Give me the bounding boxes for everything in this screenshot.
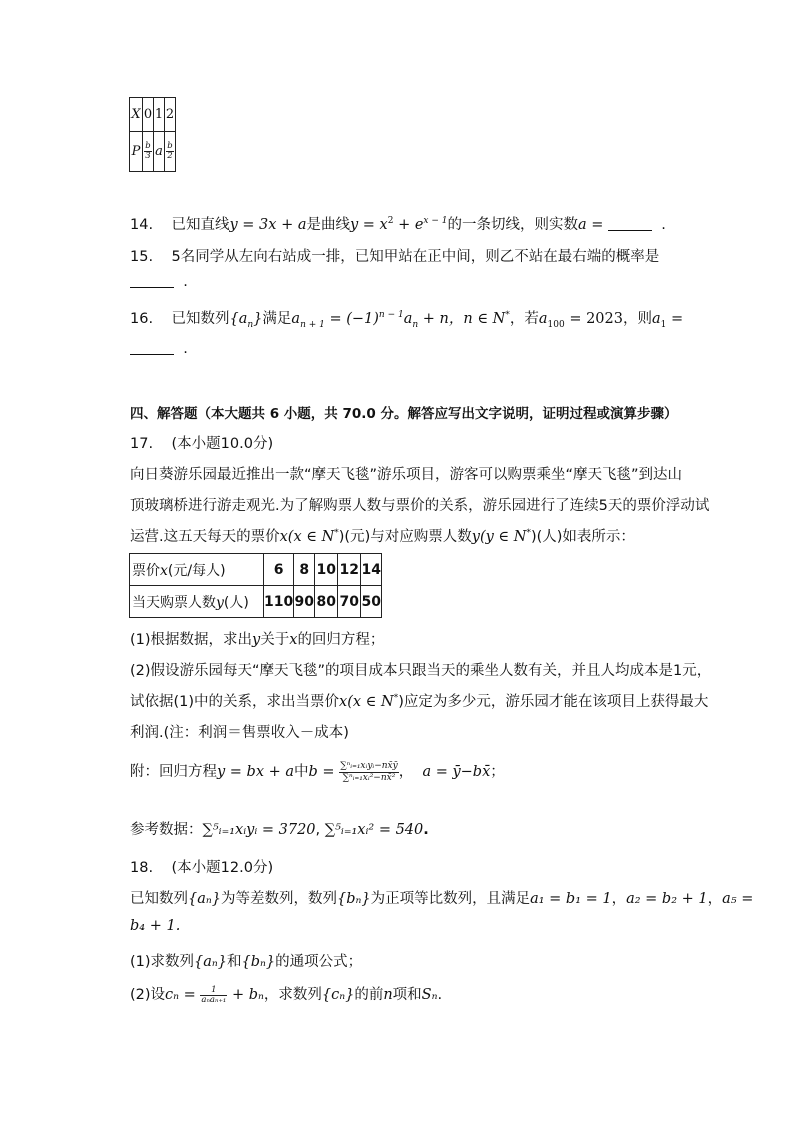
q17-para-3 bbox=[130, 525, 635, 546]
q18-part-2: (2)设cₙ = $\frac{1}{\text{aₙaₙ₊₁}}$ + bₙ，求数列{cₙ}的前n项和Sₙ. bbox=[130, 984, 443, 1005]
q17-part-1: (1)根据数据，求出y关于x的回归方程； bbox=[130, 632, 385, 648]
q15-text: 5名同学从左向右站成一排，已知甲站在正中间，则乙不站在最右端的概率是 bbox=[171, 249, 660, 265]
dist-cell-2: $\frac{b}{2}$ bbox=[165, 132, 176, 172]
q16-rec-c: + n， bbox=[418, 311, 464, 327]
q16-seq-sub: n bbox=[247, 319, 254, 330]
q16-domain: n ∈ N bbox=[463, 311, 506, 327]
ticket-price-table bbox=[129, 553, 382, 618]
q14-curve-eq: y = x bbox=[349, 217, 388, 233]
q15-number: 15. bbox=[130, 249, 154, 265]
q17-para3-y: y(y ∈ N bbox=[471, 529, 527, 545]
q17-para3-b: )(元)与对应购票人数 bbox=[338, 529, 472, 545]
q16-domain-sup: * bbox=[505, 310, 510, 321]
dist-header-0: 0 bbox=[143, 98, 154, 132]
q14-text-c: 的一条切线，则实数 bbox=[447, 217, 578, 233]
price-cell: 8 bbox=[294, 554, 315, 586]
q14-curve-sup1: 2 bbox=[387, 216, 394, 227]
q16-cond-a: a bbox=[538, 311, 548, 327]
section-4-title: 四、解答题（本大题共 6 小题，共 70.0 分。解答应写出文字说明，证明过程或演算步骤） bbox=[130, 406, 678, 422]
question-16 bbox=[130, 307, 683, 330]
q16-ask: a bbox=[652, 311, 661, 327]
price-row-label: 票价x(元/每人) bbox=[130, 554, 264, 586]
distribution-table bbox=[129, 97, 176, 172]
q16-seq: {a bbox=[229, 311, 248, 327]
q16-number: 16. bbox=[130, 311, 154, 327]
q17-para-1: 向日葵游乐园最近推出一款“摩天飞毯”游乐项目，游客可以购票乘坐“摩天飞毯”到达山 bbox=[130, 467, 683, 483]
q14-end: . bbox=[661, 217, 666, 233]
price-cell: 14 bbox=[361, 554, 382, 586]
dist-header-x: X bbox=[130, 98, 143, 132]
q16-rec-a-sub: n + 1 bbox=[300, 319, 325, 330]
a-hat-equation: a = ȳ−bx̄ bbox=[422, 764, 491, 780]
q15-end: . bbox=[183, 274, 188, 290]
question-18-header bbox=[130, 856, 273, 877]
q16-rec-mid: = (−1) bbox=[324, 311, 379, 327]
q16-text-a: 已知数列 bbox=[171, 311, 230, 327]
q14-var: a = bbox=[578, 217, 604, 233]
q14-number: 14. bbox=[130, 217, 154, 233]
q16-text-d: ，则 bbox=[623, 311, 652, 327]
dist-header-2: 2 bbox=[165, 98, 176, 132]
q16-answer-blank[interactable] bbox=[130, 353, 174, 355]
q14-curve-sup2: x − 1 bbox=[423, 216, 448, 227]
note-middle: 中 bbox=[294, 764, 309, 780]
dist-header-1: 1 bbox=[154, 98, 165, 132]
q16-ask-eq: = bbox=[666, 311, 684, 327]
q17-para3-sup2: * bbox=[526, 528, 531, 539]
note-label: 附：回归方程 bbox=[130, 764, 217, 780]
dist-cell-1: a bbox=[154, 132, 165, 172]
q17-reference-data: 参考数据：∑⁵ᵢ₌₁xᵢyᵢ = 3720, ∑⁵ᵢ₌₁xᵢ² = 540. bbox=[130, 822, 429, 838]
dist-row-label: P bbox=[130, 132, 143, 172]
ref-sum-x2: ∑⁵ᵢ₌₁xᵢ² = 540 bbox=[324, 822, 424, 838]
q16-rec-sup: n − 1 bbox=[378, 310, 404, 321]
q18-part-1: (1)求数列{aₙ}和{bₙ}的通项公式； bbox=[130, 954, 363, 970]
q17-para3-x: x(x ∈ N bbox=[279, 529, 335, 545]
q15-answer-blank[interactable] bbox=[130, 286, 174, 288]
q14-answer-blank[interactable] bbox=[608, 229, 652, 231]
dist-cell-0: $\frac{b}{3}$ bbox=[143, 132, 154, 172]
q17-para3-c: )(人)如表所示： bbox=[530, 529, 635, 545]
question-14 bbox=[130, 213, 666, 234]
q17-number: 17. bbox=[130, 436, 154, 452]
regression-equation: y = bx + a bbox=[217, 764, 295, 780]
q16-seq-close: } bbox=[253, 311, 263, 327]
q16-answer-line bbox=[130, 341, 188, 357]
q18-score: (本小题12.0分) bbox=[171, 860, 274, 876]
q17-score: (本小题10.0分) bbox=[171, 436, 274, 452]
q17-part-2-line-1: (2)假设游乐园每天“摩天飞毯”的项目成本只跟当天的乘坐人数有关，并且人均成本是1元， bbox=[130, 663, 712, 679]
cn-fraction: $\frac{1}{\text{aₙaₙ₊₁}}$ bbox=[201, 984, 227, 1005]
q16-rec-b-sub: n bbox=[412, 319, 419, 330]
q17-para3-a: 运营.这五天每天的票价 bbox=[130, 529, 280, 545]
price-cell: 10 bbox=[315, 554, 338, 586]
q14-text-a: 已知直线 bbox=[171, 217, 230, 233]
b-hat-lhs: b = bbox=[308, 764, 335, 780]
q16-rec-b: a bbox=[403, 311, 413, 327]
q17-part-2-line-3: 利润.(注：利润＝售票收入－成本) bbox=[130, 725, 349, 741]
buyers-cell: 70 bbox=[338, 586, 361, 618]
buyers-cell: 110 bbox=[264, 586, 294, 618]
q16-cond-sub: 100 bbox=[547, 319, 565, 330]
question-15 bbox=[130, 245, 659, 266]
ref-sum-xy: ∑⁵ᵢ₌₁xᵢyᵢ = 3720 bbox=[202, 822, 316, 838]
q18-number: 18. bbox=[130, 860, 154, 876]
price-cell: 6 bbox=[264, 554, 294, 586]
b-hat-fraction: $\frac{\text{∑ⁿᵢ₌₁xᵢyᵢ−nx̄ȳ}}{\text{∑ⁿᵢ₌₁xᵢ²−nx̄²}}$ bbox=[340, 760, 398, 783]
q14-curve-mid: + e bbox=[393, 217, 424, 233]
q14-line-eq: y = 3x + a bbox=[229, 217, 307, 233]
buyers-row-label: 当天购票人数y(人) bbox=[130, 586, 264, 618]
buyers-cell: 80 bbox=[315, 586, 338, 618]
q15-answer-line bbox=[130, 274, 188, 290]
q17-para-2: 顶玻璃桥进行游走观光.为了解购票人数与票价的关系，游乐园进行了连续5天的票价浮动试 bbox=[130, 498, 710, 514]
buyers-cell: 90 bbox=[294, 586, 315, 618]
q17-para3-sup: * bbox=[334, 528, 339, 539]
price-cell: 12 bbox=[338, 554, 361, 586]
q17-part-2-line-2: 试依据(1)中的关系，求出当票价x(x ∈ N*)应定为多少元，游乐园才能在该项目上获得最大 bbox=[130, 693, 709, 710]
question-17-header bbox=[130, 432, 273, 453]
q16-text-b: 满足 bbox=[262, 311, 292, 327]
q16-end: . bbox=[183, 341, 188, 357]
q16-ask-sub: 1 bbox=[660, 319, 667, 330]
q17-formula-note: 附：回归方程y = bx + a中b = $\frac{\text{∑ⁿᵢ₌₁xᵢyᵢ−nx̄ȳ}}{\text{∑ⁿᵢ₌₁xᵢ²−nx̄²}}$ ， a = ȳ−bx̄； bbox=[130, 760, 505, 783]
q16-rec-a: a bbox=[291, 311, 301, 327]
q14-text-b: 是曲线 bbox=[306, 217, 350, 233]
q16-cond-val: = 2023 bbox=[564, 311, 623, 327]
q18-line-2: b₄ + 1. bbox=[130, 918, 181, 934]
buyers-cell: 50 bbox=[361, 586, 382, 618]
q18-line-1: 已知数列{aₙ}为等差数列，数列{bₙ}为正项等比数列，且满足a₁ = b₁ = 1，a₂ = b₂ + 1，a₅ = bbox=[130, 891, 754, 907]
q16-text-c: ，若 bbox=[509, 311, 539, 327]
